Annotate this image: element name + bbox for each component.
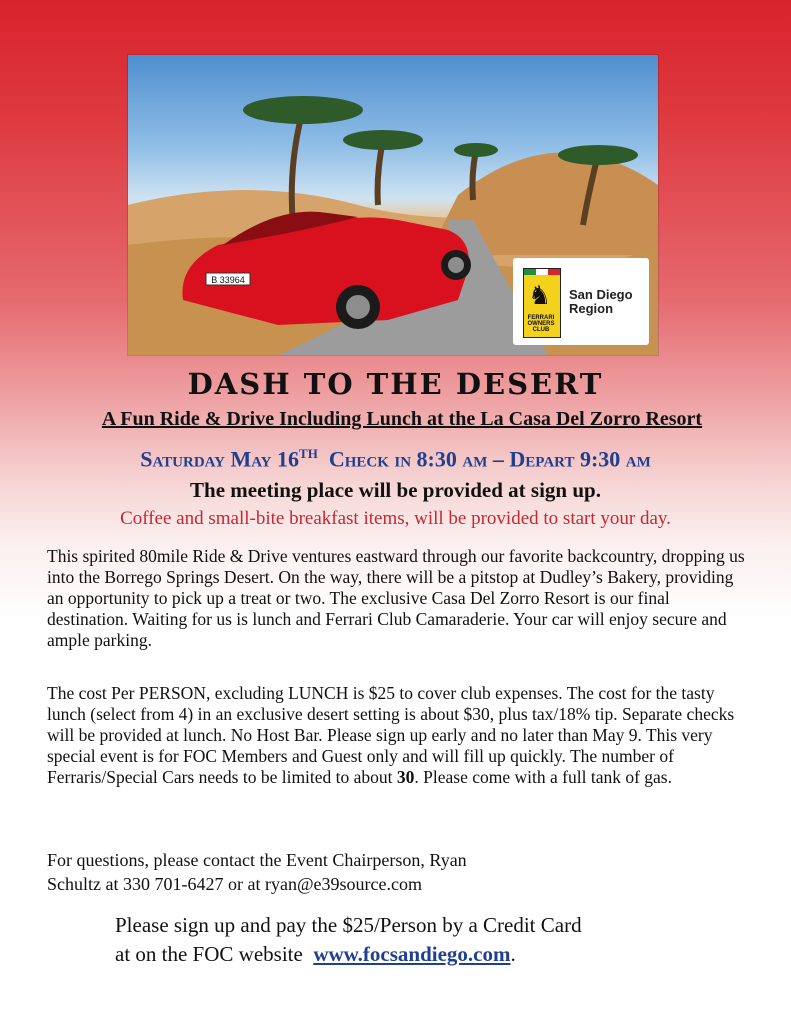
cta-line2 — [115, 940, 755, 969]
meeting-place-note: The meeting place will be provided at sign up. — [190, 478, 601, 502]
cost-tail: . Please come with a full tank of gas. — [414, 767, 672, 787]
event-times: Check in 8:30 am – Depart 9:30 am — [328, 446, 651, 472]
description-paragraph: This spirited 80mile Ride & Drive ventures eastward through our favorite backcountry, dropping us into the Borrego Springs Desert. On the way, there will be a pitstop at Dudley’s Bakery, providing an opportunity to pick up a treat or two. The exclusive Casa Del Zorro Resort is our final destination. Waiting for us is lunch and Ferrari Club Camaraderie. Your car will enjoy secure and ample parking. — [47, 546, 745, 650]
contact-paragraph: For questions, please contact the Event Chairperson, Ryan Schultz at 330 701-6427 or at ryan@e39source.com — [47, 850, 467, 894]
signup-call-to-action — [115, 911, 755, 969]
car-limit: 30 — [396, 767, 415, 787]
hero-photo — [128, 55, 658, 355]
prancing-horse-shield-icon: ♞ FERRARI OWNERS CLUB — [523, 268, 561, 338]
subtitle: A Fun Ride & Drive Including Lunch at the La Casa Del Zorro Resort — [101, 408, 703, 430]
cta-tail: . — [510, 942, 516, 966]
coffee-note: Coffee and small-bite breakfast items, will be provided to start your day. — [120, 508, 671, 529]
logo-club-name: FERRARI OWNERS CLUB — [527, 315, 555, 333]
event-day-ordinal: TH — [299, 446, 318, 461]
club-logo — [513, 258, 649, 345]
cost-text: The cost Per PERSON, excluding LUNCH is $25 to cover club expenses. The cost for the tasty lunch (select from 4) in an exclusive desert setting is about $30, plus tax/18% tip. Separate checks will be provided at lunch. No Host Bar. Please sign up early and no later than May 9. This very special event is for FOC Members and Guest only and will fill up quickly. The number of Ferraris/Special Cars needs to be limited to about — [47, 683, 735, 787]
page-title: DASH TO THE DESERT — [187, 367, 604, 401]
website-link[interactable]: www.focsandiego.com — [313, 942, 511, 966]
cta-line1: Please sign up and pay the $25/Person by a Credit Card — [115, 913, 582, 937]
event-date-time — [0, 446, 791, 472]
cta-line2-text: at on the FOC website — [115, 942, 303, 966]
cost-paragraph — [47, 683, 747, 788]
event-day: Saturday May 16 — [140, 446, 300, 472]
plate-text: B 33964 — [211, 275, 245, 285]
logo-region-text: San Diego Region — [569, 287, 633, 316]
